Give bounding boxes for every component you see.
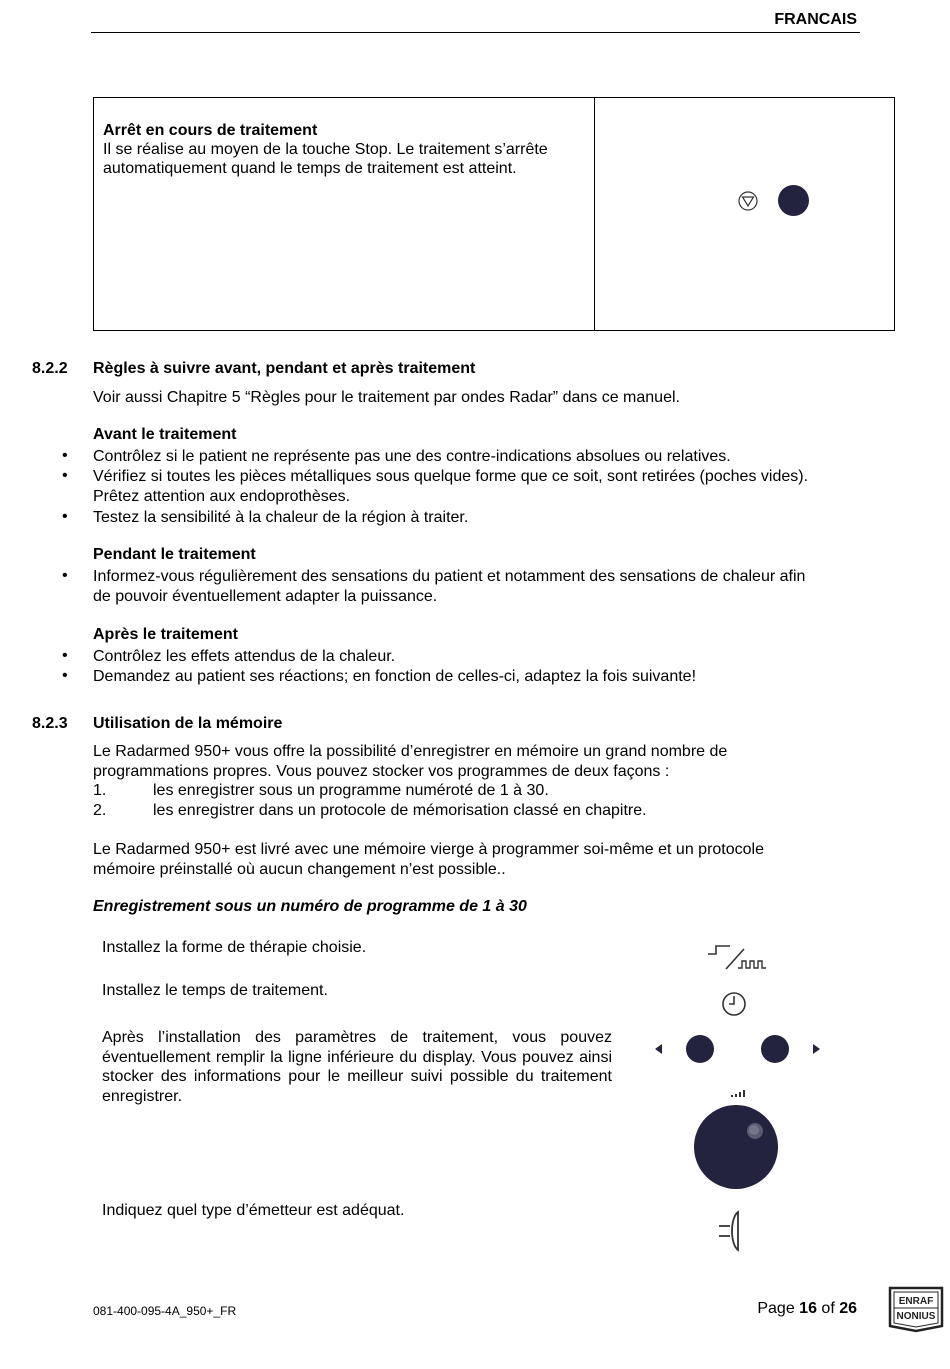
arrow-left-icon <box>654 1043 664 1055</box>
bullet: • <box>62 567 68 584</box>
stop-box-title: Arrêt en cours de traitement <box>103 122 318 139</box>
logo-line1: ENRAF <box>898 1296 934 1307</box>
header-rule <box>91 32 860 33</box>
bullet: • <box>62 467 68 484</box>
bullet: • <box>62 667 68 684</box>
memory-intro-line1: Le Radarmed 950+ vous offre la possibilité d’enregistrer en mémoire un grand nombre de <box>93 743 728 760</box>
section-823-title: Utilisation de la mémoire <box>93 715 283 732</box>
header-language: FRANCAIS <box>774 11 857 28</box>
left-button-icon[interactable] <box>686 1035 714 1063</box>
numbered-item: les enregistrer dans un protocole de mémorisation classé en chapitre. <box>153 802 647 819</box>
page-number <box>757 1300 857 1318</box>
section-822-number: 8.2.2 <box>32 360 68 377</box>
rotary-knob-icon[interactable] <box>693 1104 779 1190</box>
apres-title: Après le traitement <box>93 626 238 643</box>
stop-box-line2: automatiquement quand le temps de traitement est atteint. <box>103 160 517 177</box>
step-emitter-type: Indiquez quel type d’émetteur est adéquat. <box>102 1202 405 1219</box>
intensity-level-icon <box>731 1090 745 1098</box>
list-item: Contrôlez si le patient ne représente pas une des contre-indications absolues ou relatives. <box>93 448 731 465</box>
enraf-nonius-logo <box>884 1282 948 1332</box>
document-code: 081-400-095-4A_950+_FR <box>93 1304 237 1318</box>
memory-p2-line2: mémoire préinstallé où aucun changement n’est possible.. <box>93 861 506 878</box>
list-item: Demandez au patient ses réactions; en fonction de celles-ci, adaptez la fois suivante! <box>93 668 697 685</box>
emitter-icon <box>716 1210 746 1252</box>
page-of: of <box>816 1300 840 1317</box>
arrow-right-icon <box>812 1043 822 1055</box>
memory-p2-line1: Le Radarmed 950+ est livré avec une mémoire vierge à programmer soi-même et un protocole <box>93 841 764 858</box>
stop-triangle-icon <box>738 191 758 211</box>
stop-button-icon[interactable] <box>778 185 809 216</box>
stop-box-divider <box>594 97 595 331</box>
bullet: • <box>62 508 68 525</box>
therapy-form-icon <box>708 944 770 972</box>
page-current: 16 <box>799 1300 817 1317</box>
section-822-intro: Voir aussi Chapitre 5 “Règles pour le traitement par ondes Radar” dans ce manuel. <box>93 389 680 406</box>
bullet: • <box>62 447 68 464</box>
list-item-continuation: de pouvoir éventuellement adapter la puissance. <box>93 588 438 605</box>
clock-icon <box>721 991 747 1017</box>
list-number: 1. <box>93 782 107 799</box>
page-total: 26 <box>839 1300 857 1317</box>
avant-title: Avant le traitement <box>93 426 237 443</box>
list-item-continuation: Prêtez attention aux endoprothèses. <box>93 488 351 505</box>
step-treatment-time: Installez le temps de traitement. <box>102 982 328 999</box>
step-therapy-form: Installez la forme de thérapie choisie. <box>102 939 367 956</box>
section-823-number: 8.2.3 <box>32 715 68 732</box>
list-item: Vérifiez si toutes les pièces métalliques sous quelque forme que ce soit, sont retirées (poches vides). <box>93 468 809 485</box>
stop-box-text <box>103 121 583 178</box>
section-822-title: Règles à suivre avant, pendant et après traitement <box>93 360 476 377</box>
stop-box-line1: Il se réalise au moyen de la touche Stop. Le traitement s’arrête <box>103 141 548 158</box>
page-prefix: Page <box>757 1300 800 1317</box>
logo-line2: NONIUS <box>896 1311 936 1322</box>
list-item: Contrôlez les effets attendus de la chaleur. <box>93 648 396 665</box>
right-button-icon[interactable] <box>761 1035 789 1063</box>
list-item: Informez-vous régulièrement des sensations du patient et notamment des sensations de chaleur afin <box>93 568 806 585</box>
list-number: 2. <box>93 802 107 819</box>
list-item: Testez la sensibilité à la chaleur de la région à traiter. <box>93 509 469 526</box>
pendant-title: Pendant le traitement <box>93 546 256 563</box>
numbered-item: les enregistrer sous un programme numéroté de 1 à 30. <box>153 782 549 799</box>
bullet: • <box>62 647 68 664</box>
program-save-subtitle: Enregistrement sous un numéro de programme de 1 à 30 <box>93 898 527 915</box>
memory-intro-line2: programmations propres. Vous pouvez stocker vos programmes de deux façons : <box>93 763 670 780</box>
step-display-info: Après l’installation des paramètres de traitement, vous pouvez éventuellement remplir la ligne inférieure du display. Vous pouvez ainsi stocker des informations pour le meilleur suivi possible du traitement enregistrer. <box>102 1029 612 1105</box>
